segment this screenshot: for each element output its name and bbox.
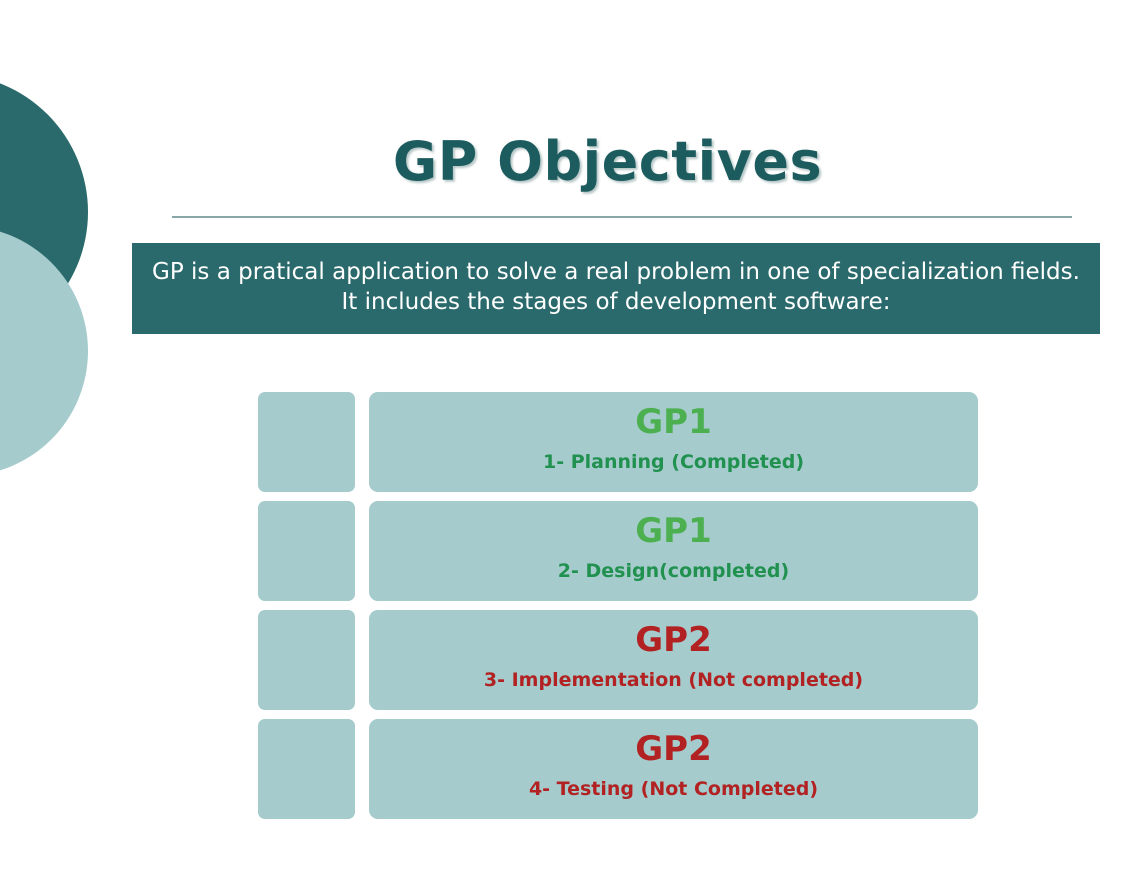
stage-code: GP2	[635, 620, 712, 661]
stage-bar	[369, 610, 978, 710]
stage-label: 1- Planning (Completed)	[542, 450, 805, 473]
stage-code: GP1	[635, 511, 712, 552]
stage-bar	[369, 501, 978, 601]
intro-text: GP is a pratical application to solve a real problem in one of specialization fields. It includes the stages of development software:	[132, 243, 1100, 334]
stage-label: 4- Testing (Not Completed)	[528, 777, 819, 800]
stage-code: GP1	[635, 402, 712, 443]
stage-label: 2- Design(completed)	[557, 559, 790, 582]
list-item	[258, 719, 978, 819]
stage-marker-box	[258, 610, 355, 710]
list-item	[258, 610, 978, 710]
list-item	[258, 501, 978, 601]
stage-marker-box	[258, 392, 355, 492]
stage-marker-box	[258, 719, 355, 819]
stage-bar	[369, 392, 978, 492]
stage-code: GP2	[635, 729, 712, 770]
stage-marker-box	[258, 501, 355, 601]
title-divider	[172, 216, 1072, 218]
stage-label: 3- Implementation (Not completed)	[483, 668, 864, 691]
stage-bar	[369, 719, 978, 819]
page-title: GP Objectives	[392, 130, 823, 193]
stage-list	[258, 392, 978, 828]
list-item	[258, 392, 978, 492]
